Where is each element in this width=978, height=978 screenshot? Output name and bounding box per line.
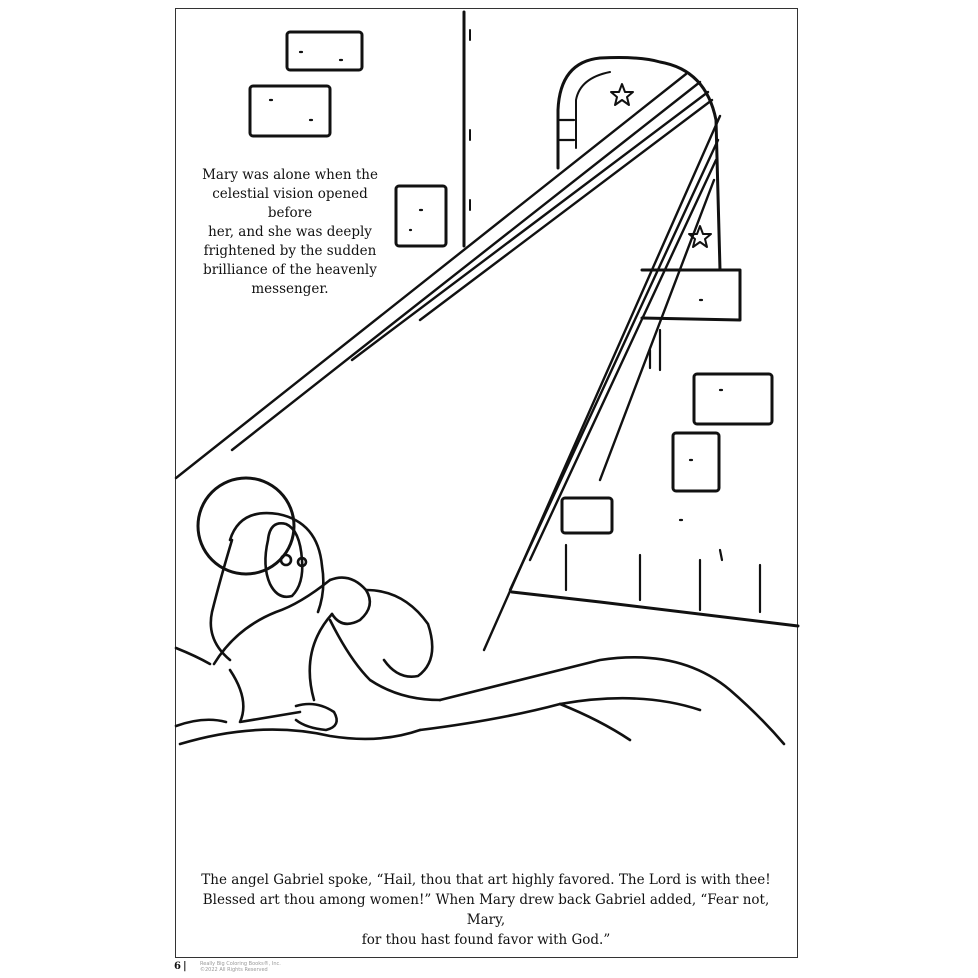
halo [198,478,294,574]
star-icon [611,84,633,105]
mary-figure [198,478,440,730]
page-number: 6 | [174,961,187,972]
copyright-line-2: ©2022 All Rights Reserved [200,967,268,973]
light-beam [176,74,720,650]
star-icon [689,226,711,247]
caption-bottom: The angel Gabriel spoke, “Hail, thou that art highly favored. The Lord is with thee! Blessed art thou among women!” When Mary drew back Gabriel added, “Fear not, Mary, for thou hast found favor with God.” [201,872,771,948]
caption-top: Mary was alone when the celestial vision opened before her, and she was deeply frightened by the sudden brilliance of the heavenly messenger. [202,167,378,297]
copyright-notice [200,961,281,973]
arched-window [558,58,720,271]
right-wall-stones [562,270,772,612]
wall-edge [464,12,470,246]
bed-blanket [176,648,784,744]
floor-line [512,592,798,626]
copyright-line-1: Really Big Coloring Books®, Inc. [200,961,281,967]
